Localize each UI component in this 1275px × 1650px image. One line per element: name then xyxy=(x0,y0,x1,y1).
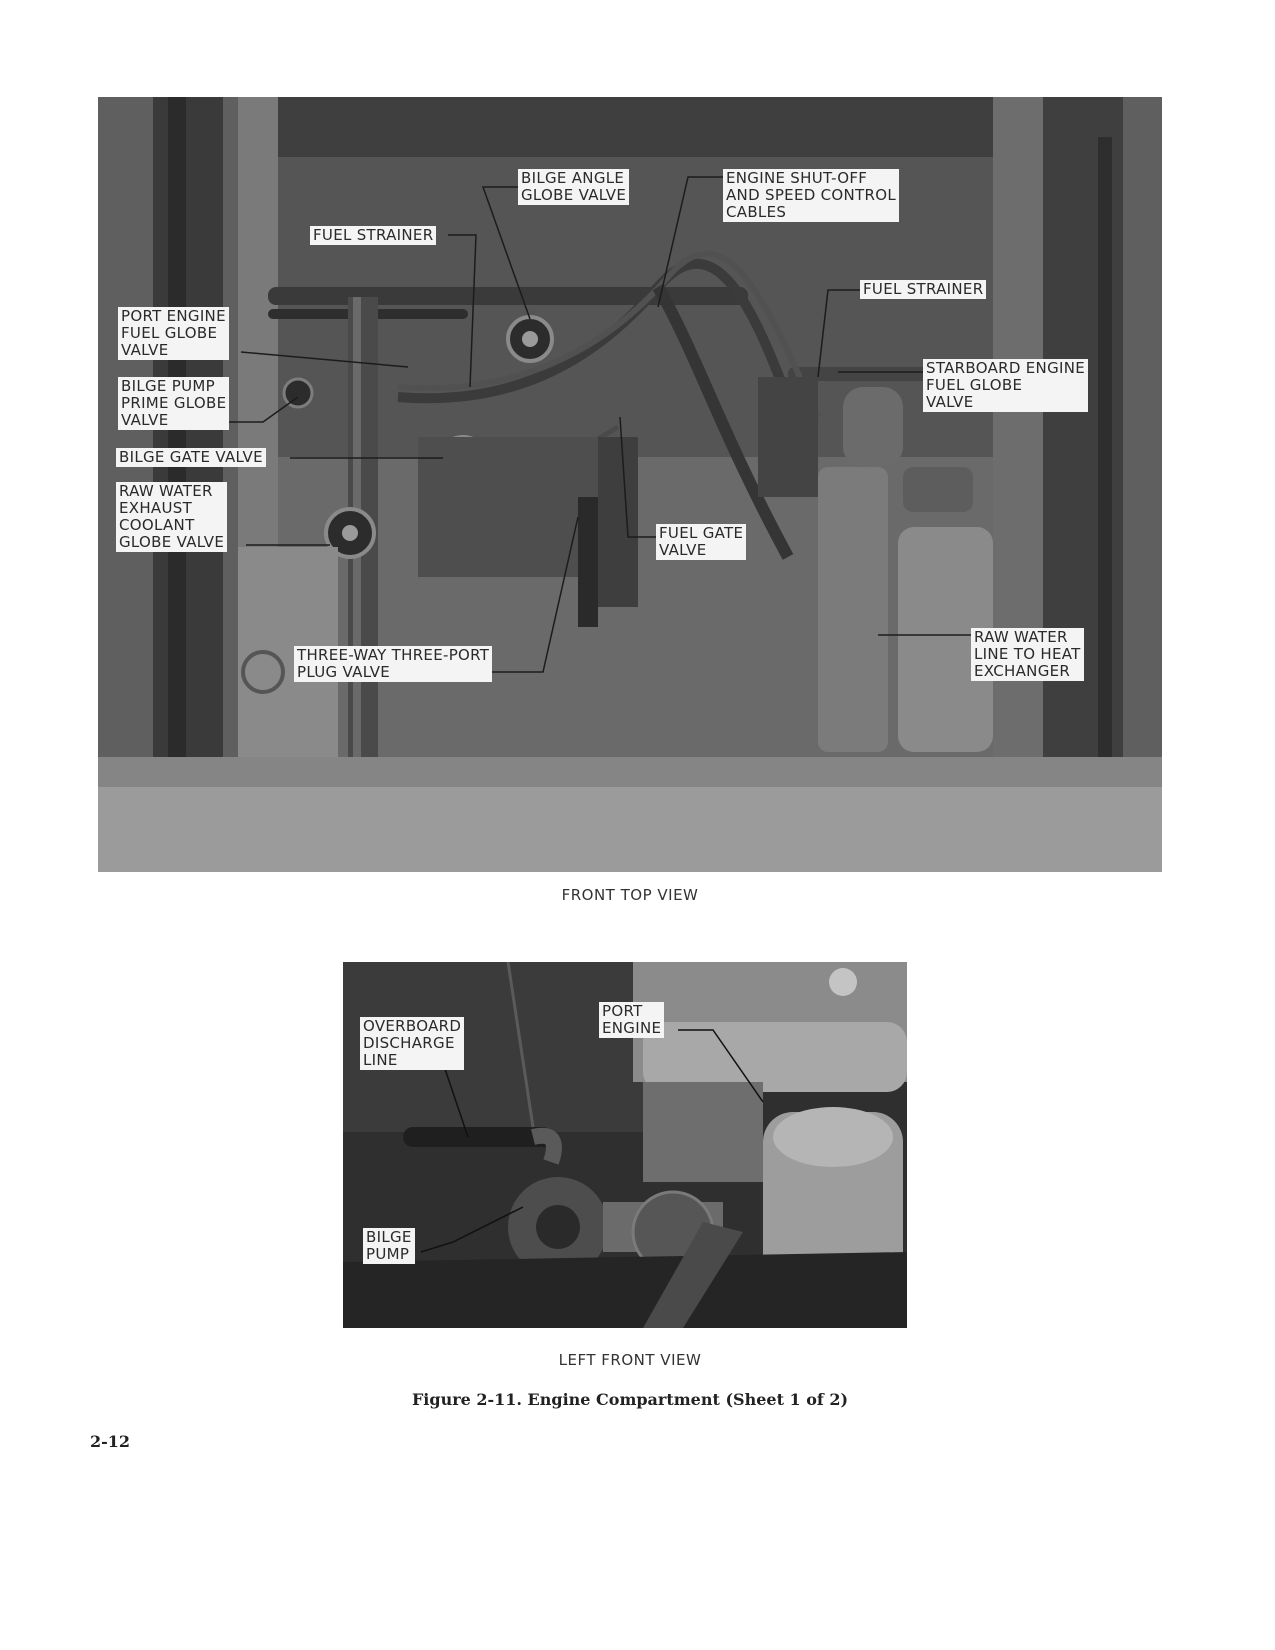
callout-raw-water-exhaust-coolant-globe-valve: RAW WATER EXHAUST COOLANT GLOBE VALVE xyxy=(116,482,227,552)
callout-raw-water-line: RAW WATER LINE TO HEAT EXCHANGER xyxy=(971,628,1084,681)
callout-port-engine-fuel-globe-valve: PORT ENGINE FUEL GLOBE VALVE xyxy=(118,307,229,360)
caption-front-top-view: FRONT TOP VIEW xyxy=(561,886,699,904)
engine-compartment-illustration xyxy=(98,97,1162,872)
callout-port-engine: PORT ENGINE xyxy=(599,1002,664,1038)
callout-bilge-angle-globe-valve: BILGE ANGLE GLOBE VALVE xyxy=(518,169,629,205)
callout-fuel-gate-valve: FUEL GATE VALVE xyxy=(656,524,746,560)
callout-three-way-plug-valve: THREE-WAY THREE-PORT PLUG VALVE xyxy=(294,646,492,682)
caption-left-front-view: LEFT FRONT VIEW xyxy=(558,1351,702,1369)
callout-bilge-gate-valve: BILGE GATE VALVE xyxy=(116,448,266,467)
callout-fuel-strainer-right: FUEL STRAINER xyxy=(860,280,986,299)
callout-overboard-discharge-line: OVERBOARD DISCHARGE LINE xyxy=(360,1017,464,1070)
front-top-view-photo xyxy=(98,97,1162,872)
callout-engine-shutoff-cables: ENGINE SHUT-OFF AND SPEED CONTROL CABLES xyxy=(723,169,899,222)
callout-fuel-strainer-left: FUEL STRAINER xyxy=(310,226,436,245)
callout-bilge-pump-prime-globe-valve: BILGE PUMP PRIME GLOBE VALVE xyxy=(118,377,229,430)
left-front-view-photo xyxy=(343,962,907,1328)
page-number: 2-12 xyxy=(90,1432,131,1451)
callout-bilge-pump: BILGE PUMP xyxy=(363,1228,415,1264)
figure-title: Figure 2-11. Engine Compartment (Sheet 1 of 2) xyxy=(411,1390,849,1409)
callout-starboard-engine-fuel-globe-valve: STARBOARD ENGINE FUEL GLOBE VALVE xyxy=(923,359,1088,412)
